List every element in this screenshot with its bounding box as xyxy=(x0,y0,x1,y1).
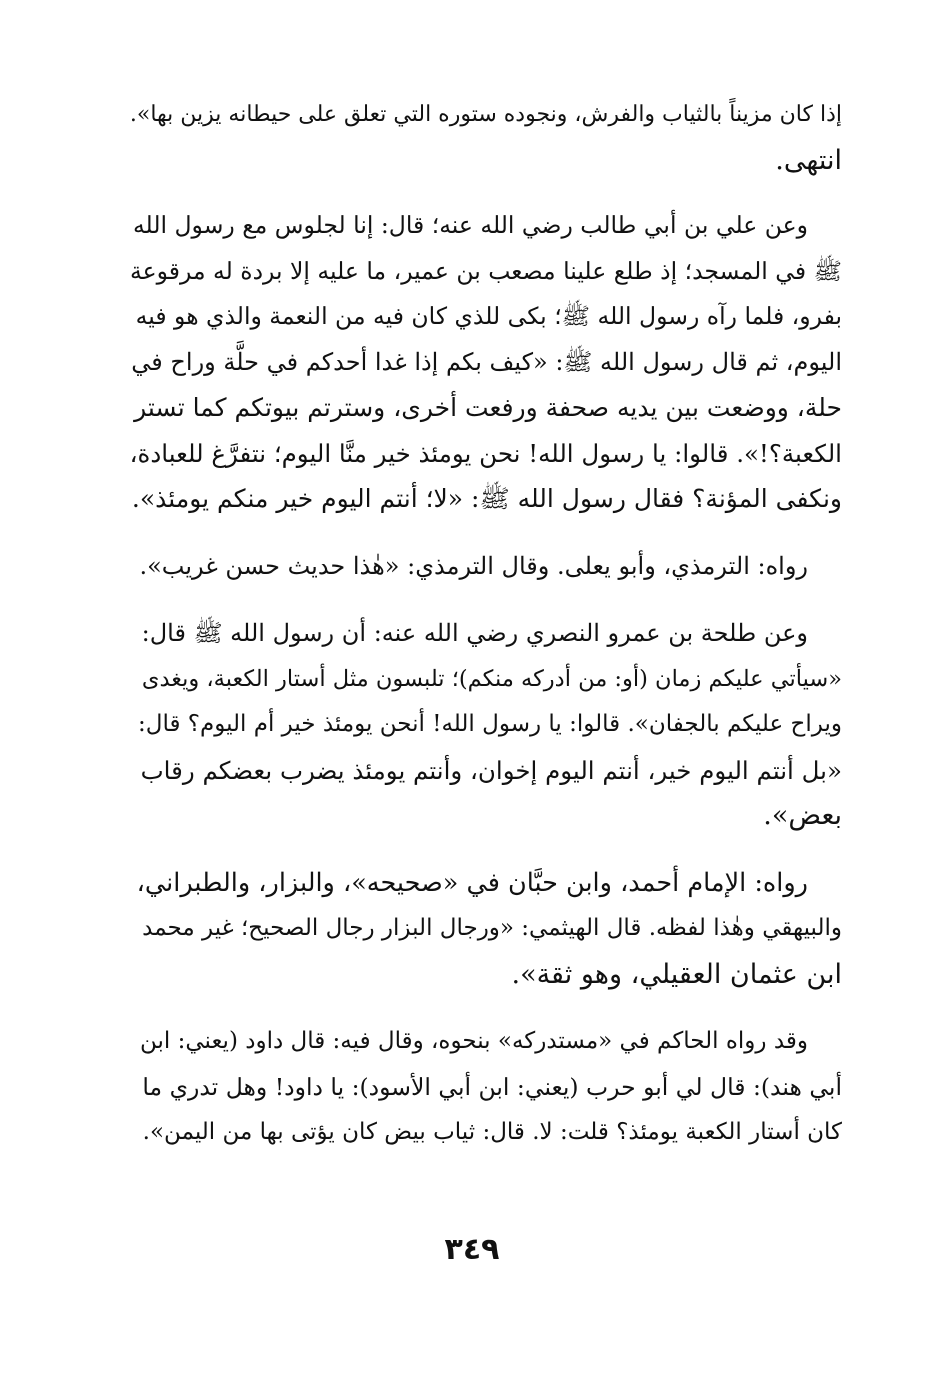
paragraph-4 xyxy=(130,611,842,839)
text-line: «سيأتي عليكم زمان (أو: من أدركه منكم)؛ تلبسون مثل أستار الكعبة، ويغدى xyxy=(141,665,842,692)
text-line: أبي هند): قال لي أبو حرب (يعني: ابن أبي الأسود): يا داود! وهل تدري ما xyxy=(142,1072,842,1101)
text-line: وعن طلحة بن عمرو النصري رضي الله عنه: أن رسول الله ﷺ قال: xyxy=(141,619,808,647)
text-line: ويراح عليكم بالجفان». قالوا: يا رسول الله! أنحن يومئذ خير أم اليوم؟ قال: xyxy=(137,711,842,737)
text-line: حلة، ووضعت بين يديه صحفة ورفعت أخرى، وسترتم بيوتكم كما تستر xyxy=(134,393,842,422)
body-text xyxy=(130,92,842,1156)
paragraph-1 xyxy=(130,92,842,183)
text-line: إذا كان مزيناً بالثياب والفرش، ونجوده ستوره التي تعلق على حيطانه يزين بها». xyxy=(130,102,842,127)
text-line: ابن عثمان العقيلي، وهو ثقة». xyxy=(511,958,842,990)
paragraph-gap xyxy=(130,589,842,611)
paragraph-gap xyxy=(130,183,842,203)
text-line: اليوم، ثم قال رسول الله ﷺ: «كيف بكم إذا غدا أحدكم في حلَّة وراح في xyxy=(131,347,842,376)
text-line: كان أستار الكعبة يومئذ؟ قلت: لا. قال: ثياب بيض كان يؤتى بها من اليمن». xyxy=(142,1119,842,1145)
text-line: رواه: الترمذي، وأبو يعلى. وقال الترمذي: «هٰذا حديث حسن غريب». xyxy=(139,551,808,580)
text-line: بفرو، فلما رآه رسول الله ﷺ؛ بكى للذي كان فيه من النعمة والذي هو فيه xyxy=(135,302,842,330)
paragraph-3 xyxy=(130,544,842,590)
paragraph-gap xyxy=(130,997,842,1019)
paragraph-5 xyxy=(130,861,842,998)
paragraph-gap xyxy=(130,522,842,544)
text-line: ونكفى المؤنة؟ فقال رسول الله ﷺ: «لا؛ أنتم اليوم خير منكم يومئذ». xyxy=(131,484,842,513)
text-line: الكعبة؟!». قالوا: يا رسول الله! نحن يومئذ خير منَّا اليوم؛ نتفرَّغ للعبادة، xyxy=(130,438,842,468)
page-number: ٣٤٩ xyxy=(444,1232,500,1267)
paragraph-gap xyxy=(130,839,842,861)
text-line: بعض». xyxy=(763,800,842,831)
text-line: والبيهقي وهٰذا لفظه. قال الهيثمي: «ورجال البزار رجال الصحيح؛ غير محمد xyxy=(142,915,842,941)
text-line: انتهى. xyxy=(775,144,842,176)
paragraph-6 xyxy=(130,1019,842,1156)
text-line: وقد رواه الحاكم في «مستدركه» بنحوه، وقال فيه: قال داود (يعني: ابن xyxy=(139,1028,808,1054)
text-line: وعن علي بن أبي طالب رضي الله عنه؛ قال: إنا لجلوس مع رسول الله xyxy=(132,211,808,239)
text-line: ﷺ في المسجد؛ إذ طلع علينا مصعب بن عمير، ما عليه إلا بردة له مرقوعة xyxy=(130,256,842,285)
text-line: «بل أنتم اليوم خير، أنتم اليوم إخوان، وأنتم يومئذ يضرب بعضكم رقاب xyxy=(140,755,842,785)
text-line: رواه: الإمام أحمد، وابن حبَّان في «صحيحه»، والبزار، والطبراني، xyxy=(136,867,808,898)
paragraph-2 xyxy=(130,203,842,522)
